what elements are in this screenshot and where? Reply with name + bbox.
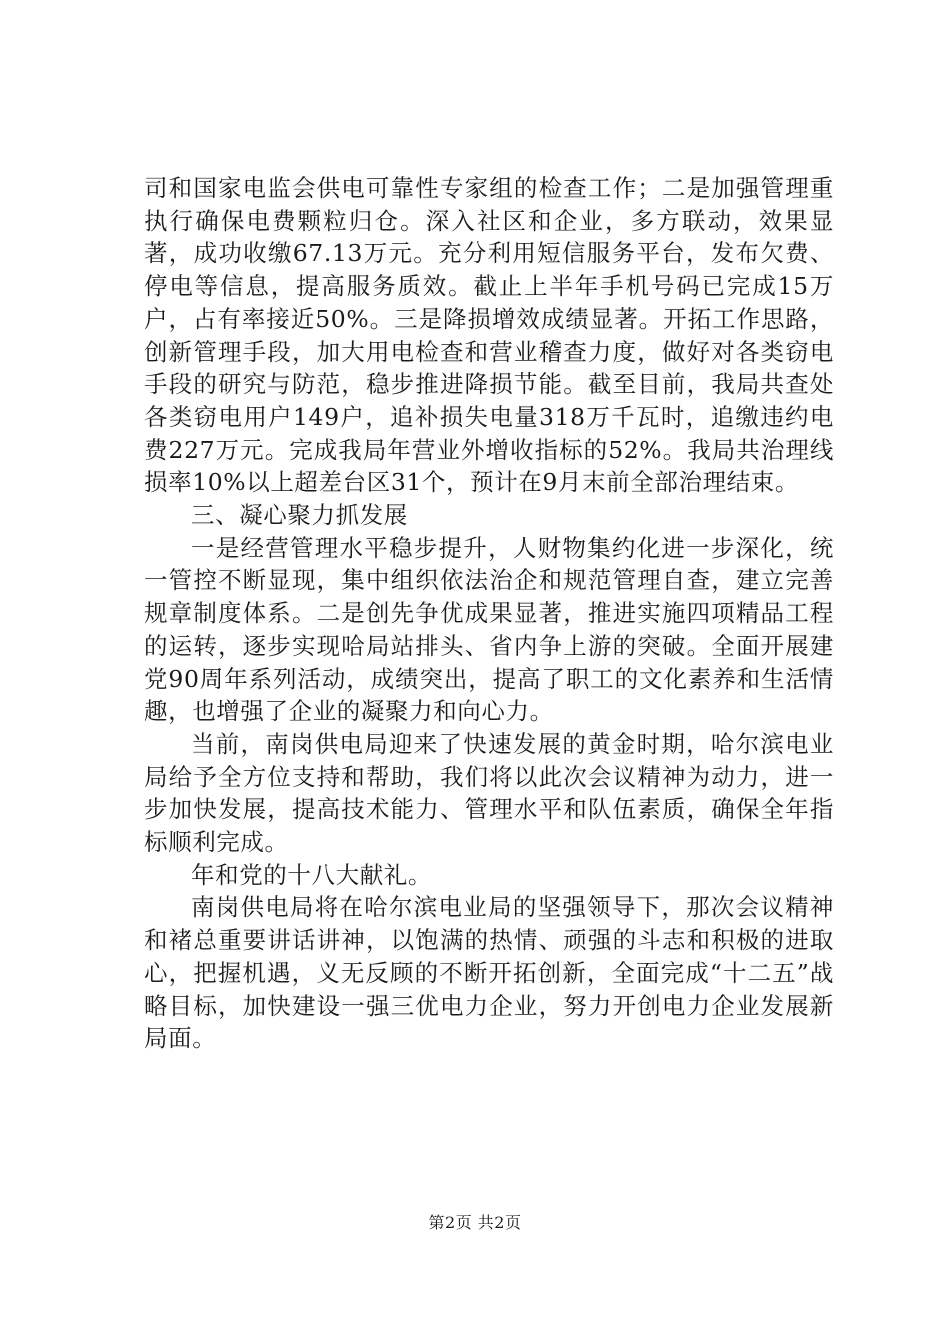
paragraph-6: 南岗供电局将在哈尔滨电业局的坚强领导下，那次会议精神和褚总重要讲话讲神，以饱满的热情、顽强的斗志和积极的进取心，把握机遇，义无反顾的不断开拓创新，全面完成“十二五”战略目标，加快建设一强三优电力企业，努力开创电力企业发展新局面。: [144, 893, 834, 1053]
paragraph-1: 司和国家电监会供电可靠性专家组的检查工作；二是加强管理重执行确保电费颗粒归仓。深入社区和企业，多方联动，效果显著，成功收缴67.13万元。充分利用短信服务平台，发布欠费、停电等信息，提高服务质效。截止上半年手机号码已完成15万户，占有率接近50%。三是降损增效成绩显著。开拓工作思路，创新管理手段，加大用电检查和营业稽查力度，做好对各类窃电手段的研究与防范，稳步推进降损节能。截至目前，我局共查处各类窃电用户149户，追补损失电量318万千瓦时，追缴违约电费227万元。完成我局年营业外增收指标的52%。我局共治理线损率10%以上超差台区31个，预计在9月末前全部治理结束。: [144, 174, 834, 497]
paragraph-4: 当前，南岗供电局迎来了快速发展的黄金时期，哈尔滨电业局给予全方位支持和帮助，我们将以此次会议精神为动力，进一步加快发展，提高技术能力、管理水平和队伍素质，确保全年指标顺利完成。: [144, 729, 834, 857]
paragraph-3: 一是经营管理水平稳步提升，人财物集约化进一步深化，统一管控不断显现，集中组织依法治企和规范管理自查，建立完善规章制度体系。二是创先争优成果显著，推进实施四项精品工程的运转，逐步实现哈局站排头、省内争上游的突破。全面开展建党90周年系列活动，成绩突出，提高了职工的文化素养和生活情趣，也增强了企业的凝聚力和向心力。: [144, 533, 834, 726]
section-heading: 三、凝心聚力抓发展: [191, 501, 408, 530]
page-footer: 第2页 共2页: [428, 1213, 522, 1232]
document-body: [144, 172, 834, 1055]
paragraph-5: 年和党的十八大献礼。: [191, 860, 432, 889]
